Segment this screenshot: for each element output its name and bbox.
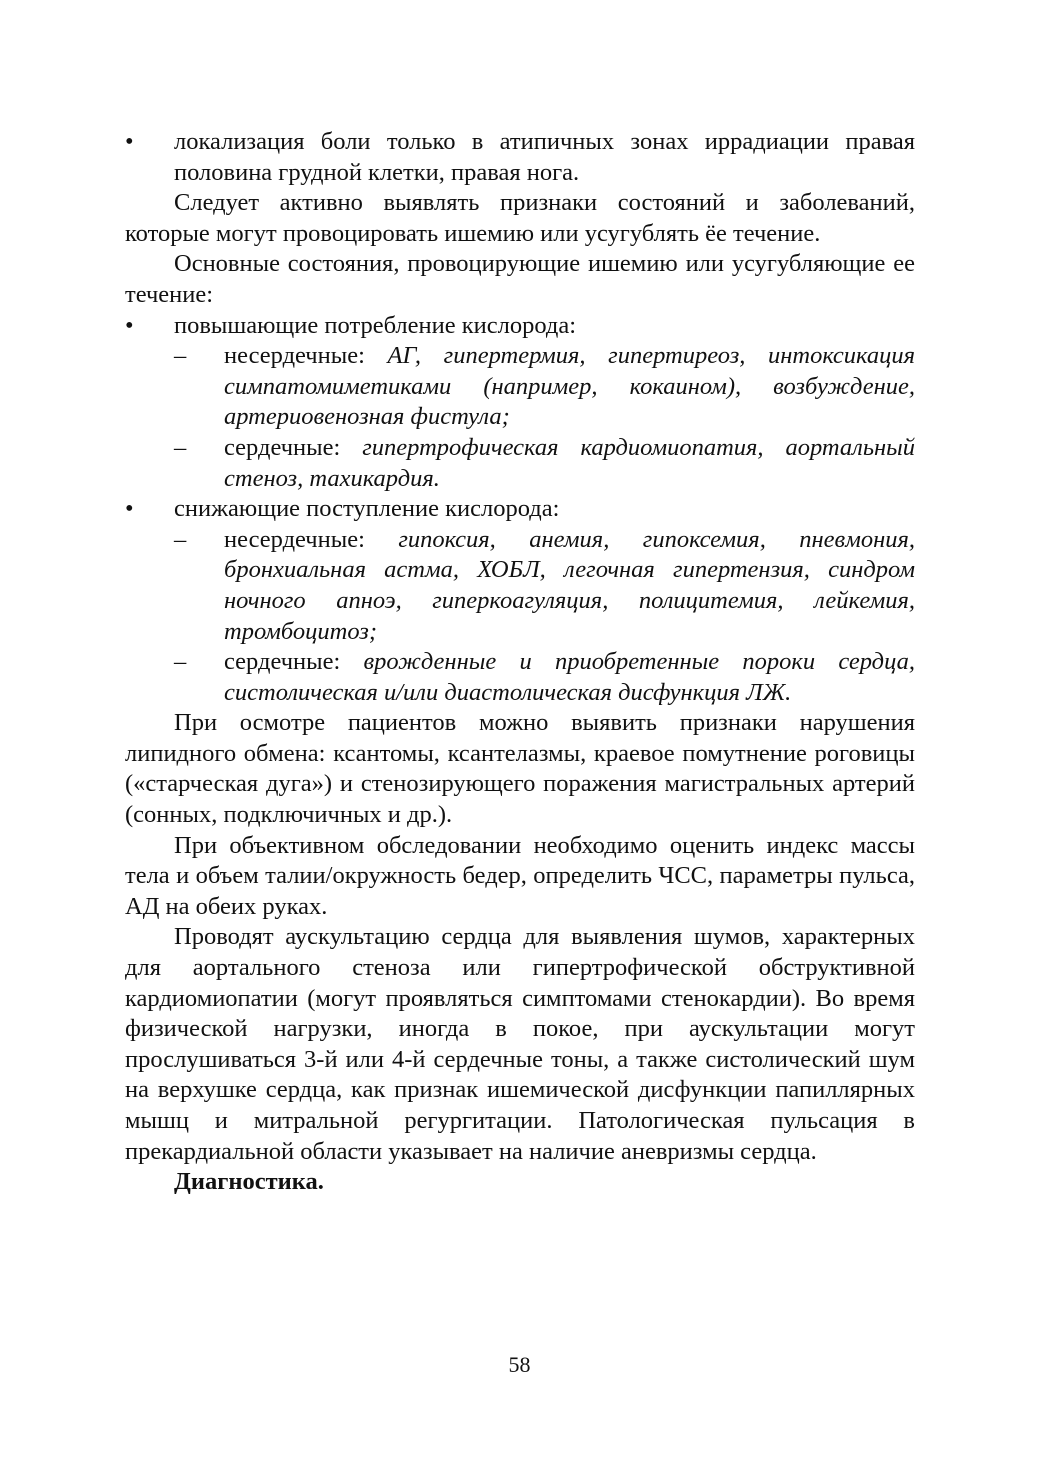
dash-item [125,525,915,647]
bullet-marker: • [125,495,134,523]
dash-italic: АГ, гипертермия, гипертиреоз, интоксикация симпатомиметиками (например, кокаином), возбуждение, артериовенозная фистула; [224,342,916,431]
bullet-text: повышающие потребление кислорода: [174,311,577,339]
page-number: 58 [508,1352,531,1377]
paragraph: Основные состояния, провоцирующие ишемию или усугубляющие ее течение: [125,250,915,308]
bullet-text: локализация боли только в атипичных зонах иррадиации правая половина грудной клетки, правая нога. [174,128,915,186]
dash-italic: врожденные и приобретенные пороки сердца, систолическая и/или диастолическая дисфункция ЛЖ. [224,648,916,706]
dash-lead: сердечные: [224,433,363,461]
paragraph: При осмотре пациентов можно выявить признаки нарушения липидного обмена: ксантомы, ксантелазмы, краевое помутнение роговицы («старческая дуга») и стенозирующего поражения магистральных артерий (сонных, подключичных и др.). [125,709,915,829]
paragraph: Проводят аускультацию сердца для выявления шумов, характерных для аортального стеноза или гипертрофической обструктивной кардиомиопатии (могут проявляться симптомами стенокардии). Во время физической нагрузки, иногда в покое, при аускультации могут прослушиваться 3-й или 4-й сердечные тоны, а также систолический шум на верхушке сердца, как признак ишемической дисфункции папиллярных мышц и митральной регургитации. Патологическая пульсация в прекардиальной области указывает на наличие аневризмы сердца. [125,923,915,1165]
dash-italic: гипоксия, анемия, гипоксемия, пневмония, бронхиальная астма, ХОБЛ, легочная гипертензия, синдром ночного апноэ, гиперкоагуляция, полицитемия, лейкемия, тромбоцитоз; [224,525,915,645]
bullet-item [125,311,915,342]
dash-marker: – [174,342,187,370]
page-body [125,127,915,1198]
bullet-text: снижающие поступление кислорода: [174,495,560,523]
bullet-marker: • [125,128,134,155]
dash-lead: несердечные: [224,342,388,370]
bullet-marker: • [125,311,134,339]
paragraph: При объективном обследовании необходимо оценить индекс массы тела и объем талии/окружность бедер, определить ЧСС, параметры пульса, АД на обеих руках. [125,831,915,920]
dash-marker: – [174,525,187,553]
dash-item [125,647,915,708]
dash-italic: гипертрофическая кардиомиопатия, аортальный стеноз, тахикардия. [224,433,915,492]
dash-lead: несердечные: [224,525,399,553]
bullet-item [125,494,915,525]
dash-marker: – [174,648,187,676]
dash-marker: – [174,433,187,461]
paragraph: Следует активно выявлять признаки состояний и заболеваний, которые могут провоцировать ишемию или усугублять ёе течение. [125,189,915,247]
dash-item [125,433,915,494]
bullet-item [125,127,915,188]
dash-lead: сердечные: [224,648,364,676]
dash-item [125,341,915,433]
section-heading: Диагностика. [174,1168,324,1196]
